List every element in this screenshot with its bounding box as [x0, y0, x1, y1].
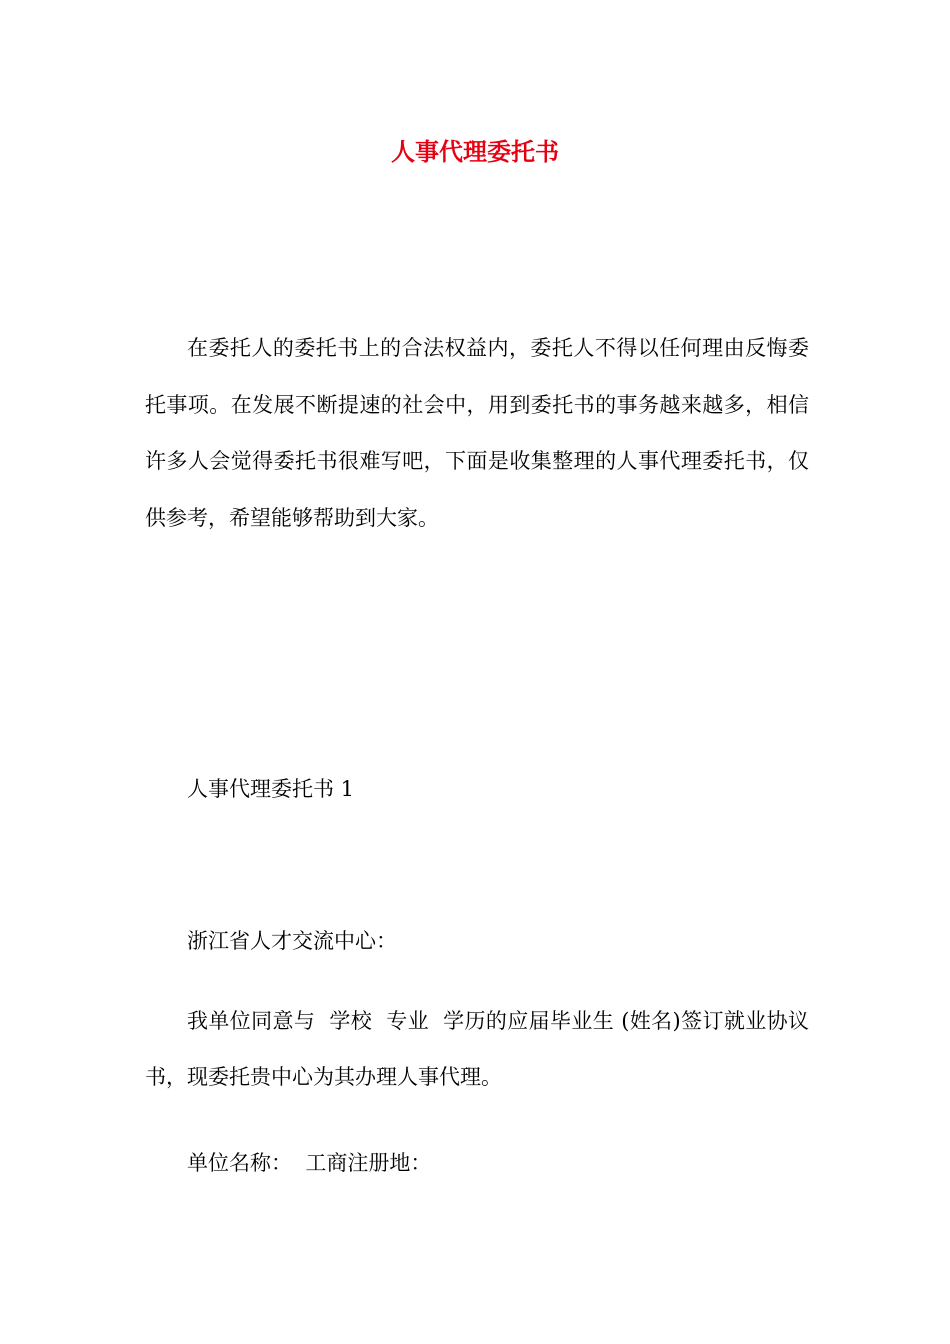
section-heading: 人事代理委托书 1 [187, 777, 355, 801]
addressee-line: 浙江省人才交流中心： [187, 929, 397, 953]
unit-info-line: 单位名称： 工商注册地： [187, 1151, 432, 1175]
intro-paragraph: 在委托人的委托书上的合法权益内，委托人不得以任何理由反悔委托事项。在发展不断提速的社会中，用到委托书的事务越来越多，相信许多人会觉得委托书很难写吧，下面是收集整理的人事代理委托书，仅供参考，希望能够帮助到大家。 [145, 336, 809, 530]
agreement-paragraph: 我单位同意与 学校 专业 学历的应届毕业生 (姓名)签订就业协议书，现委托贵中心为其办理人事代理。 [145, 1009, 809, 1089]
document-title: 人事代理委托书 [391, 137, 559, 166]
